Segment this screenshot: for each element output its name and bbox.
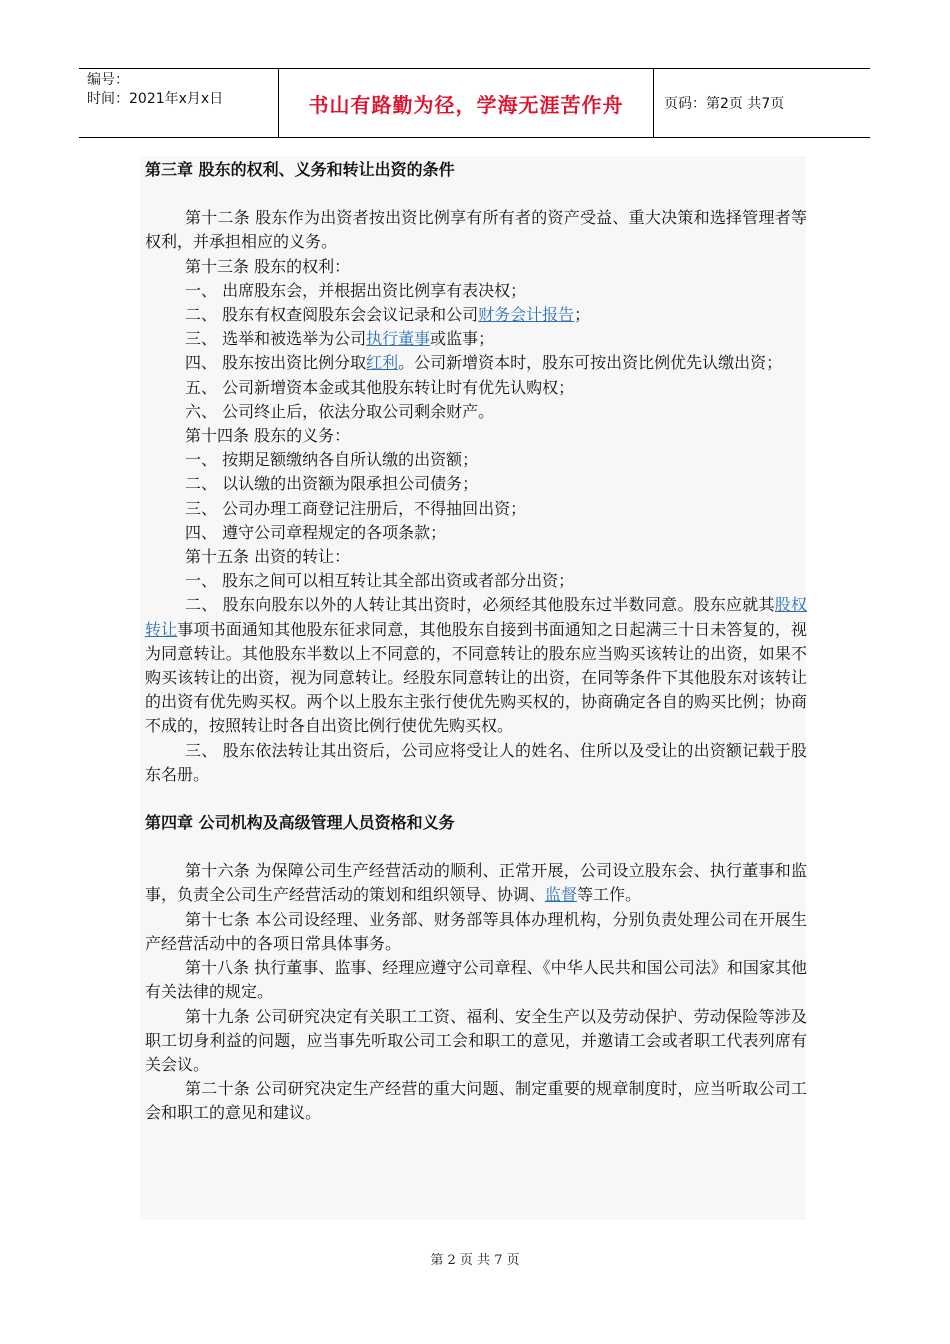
duty-2: 二、 以认缴的出资额为限承担公司债务；	[185, 474, 479, 494]
dividend-link[interactable]: 红利	[366, 353, 399, 373]
right-1: 一、 出席股东会，并根据出资比例享有表决权；	[185, 280, 527, 300]
right-5: 五、 公司新增资本金或其他股东转让时有优先认购权；	[185, 377, 575, 397]
header-meta	[79, 69, 279, 137]
duty-4: 四、 遵守公司章程规定的各项条款；	[185, 522, 447, 542]
transfer-3: 三、 股东依法转让其出资后，公司应将受让人的姓名、住所以及受让的出资额记载于股东名册。	[145, 740, 807, 784]
duty-1: 一、 按期足额缴纳各自所认缴的出资额；	[185, 450, 479, 470]
page-footer: 第 2 页 共 7 页	[430, 1253, 520, 1268]
article-18: 第十八条 执行董事、监事、经理应遵守公司章程、《中华人民共和国公司法》和国家其他有关法律的规定。	[145, 958, 807, 1002]
article-12: 第十二条 股东作为出资者按出资比例享有所有者的资产受益、重大决策和选择管理者等权利，并承担相应的义务。	[145, 208, 807, 252]
document-body	[145, 158, 807, 1126]
article-15-title: 第十五条 出资的转让：	[185, 547, 351, 567]
number-label: 编号：	[87, 72, 129, 88]
article-20: 第二十条 公司研究决定生产经营的重大问题、制定重要的规章制度时，应当听取公司工会和职工的意见和建议。	[145, 1079, 807, 1123]
article-17: 第十七条 本公司设经理、业务部、财务部等具体办理机构，分别负责处理公司在开展生产经营活动中的各项日常具体事务。	[145, 909, 807, 953]
right-2: 二、 股东有权查阅股东会会议记录和公司财务会计报告；	[185, 305, 591, 325]
chapter-3-title: 第三章 股东的权利、义务和转让出资的条件	[145, 160, 455, 179]
time-label: 时间：2021年x月x日	[87, 91, 224, 107]
header-page-code: 页码：第2页 共7页	[664, 96, 785, 112]
page-header	[79, 68, 870, 138]
transfer-1: 一、 股东之间可以相互转让其全部出资或者部分出资；	[185, 571, 575, 591]
article-16: 第十六条 为保障公司生产经营活动的顺利、正常开展，公司设立股东会、执行董事和监事，负责全公司生产经营活动的策划和组织领导、协调、监督等工作。	[145, 861, 807, 905]
right-4: 四、 股东按出资比例分取红利。公司新增资本时，股东可按出资比例优先认缴出资；	[185, 353, 783, 373]
financial-report-link[interactable]: 财务会计报告	[478, 305, 575, 325]
executive-director-link[interactable]: 执行董事	[366, 329, 431, 349]
right-3: 三、 选举和被选举为公司执行董事或监事；	[185, 329, 495, 349]
duty-3: 三、 公司办理工商登记注册后，不得抽回出资；	[185, 498, 527, 518]
article-14-title: 第十四条 股东的义务：	[185, 426, 351, 446]
right-6: 六、 公司终止后，依法分取公司剩余财产。	[185, 401, 495, 421]
equity-transfer-link[interactable]: 股权转让	[145, 595, 807, 639]
supervision-link[interactable]: 监督	[545, 885, 578, 905]
article-13-title: 第十三条 股东的权利：	[185, 256, 351, 276]
chapter-4-title: 第四章 公司机构及高级管理人员资格和义务	[145, 813, 455, 833]
transfer-2: 二、 股东向股东以外的人转让其出资时，必须经其他股东过半数同意。股东应就其股权转让事项书面通知其他股东征求同意，其他股东自接到书面通知之日起满三十日未答复的，视为同意转让。其他股东半数以上不同意的，不同意转让的股东应当购买该转让的出资，如果不购买该转让的出资，视为同意转让。经股东同意转让的出资，在同等条件下其他股东对该转让的出资有优先购买权。两个以上股东主张行使优先购买权的，协商确定各自的购买比例；协商不成的，按照转让时各自出资比例行使优先购买权。	[145, 595, 807, 736]
header-motto: 书山有路勤为径，学海无涯苦作舟	[279, 69, 654, 137]
article-19: 第十九条 公司研究决定有关职工工资、福利、安全生产以及劳动保护、劳动保险等涉及职工切身利益的问题，应当事先听取公司工会和职工的意见，并邀请工会或者职工代表列席有关会议。	[145, 1006, 807, 1074]
